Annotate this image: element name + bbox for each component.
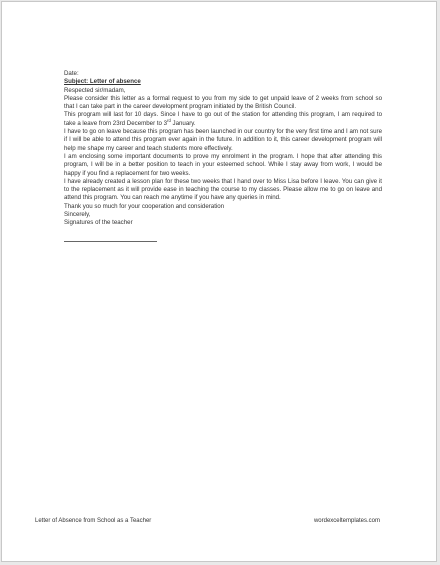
paragraph-duration	[64, 111, 382, 128]
paragraph-request: Please consider this letter as a formal request to you from my side to get unpaid leave of 2 weeks from school so that I can take part in the career development program initiated by the British Council.	[64, 94, 382, 111]
footer-title: Letter of Absence from School as a Teacher	[35, 518, 152, 524]
paragraph-lesson-plan: I have already created a lesson plan for these two weeks that I hand over to Miss Lisa before I leave. You can give it to the replacement as it will provide ease in teaching the course to my classes. Please allow me to go on leave and attend this program. You can reach me anytime if you have any queries in mind.	[64, 177, 382, 202]
footer-website: wordexceltemplates.com	[313, 518, 380, 524]
letter-body	[64, 70, 382, 242]
salutation: Respected sir/madam,	[64, 86, 126, 94]
sincerely-line: Sincerely,	[64, 211, 91, 219]
document-page	[1, 1, 437, 562]
subject-line: Subject: Letter of absence	[64, 78, 141, 86]
paragraph-documents: I am enclosing some important documents to prove my enrolment in the program. I hope that after attending this program, I will be in a better position to teach in your esteemed school. While I stay away from work, I would be happy if you find a replacement for two weeks.	[64, 152, 382, 177]
superscript-rd: rd	[167, 117, 171, 123]
paragraph-duration-end: January.	[170, 119, 196, 127]
date-label: Date:	[64, 70, 79, 77]
paragraph-duration-text: This program will last for 10 days. Since I have to go out of the station for attending this program, I am required to take a leave from 23rd December to 3	[64, 111, 382, 127]
paragraph-reason: I have to go on leave because this program has been launched in our country for the very first time and I am not sure if I will be able to attend this program ever again in the future. In addition to it, this career development program will help me shape my career and teach students more effectively.	[64, 128, 382, 152]
signature-label: Signatures of the teacher	[64, 219, 133, 227]
thanks-line: Thank you so much for your cooperation and consideration	[64, 202, 225, 210]
signature-line	[64, 241, 157, 242]
